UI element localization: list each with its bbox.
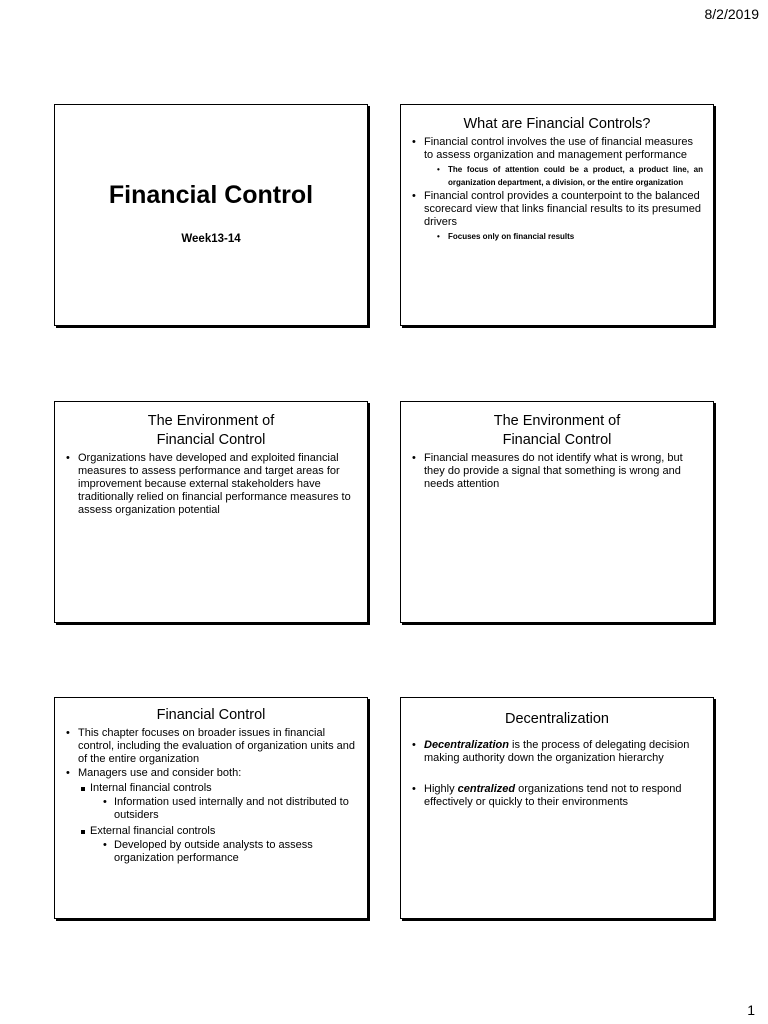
list-item (411, 190, 703, 244)
slide-6 (400, 697, 714, 919)
bullet-text: organizations tend not to respond effectively or quickly to their environments (424, 783, 682, 808)
slide-title: Financial Control (108, 181, 314, 209)
page-number: 1 (747, 1002, 755, 1018)
bullet-text: is the process of delegating decision making authority down the organization hierarchy (424, 739, 690, 764)
slide-2 (400, 104, 714, 326)
slide-title: The Environment of Financial Control (147, 413, 275, 448)
sub-list-item: • Focuses only on financial results (437, 231, 703, 244)
sub-sub-list-item: • Developed by outside analysts to assess organization performance (102, 839, 357, 865)
list-item: • Organizations have developed and exploited financial measures to assess performance and target areas for improvement because external stakeholders have traditionally relied on financial performance measures to assess organization potential (65, 452, 357, 517)
bullet-list (401, 134, 713, 244)
bullet-list (55, 450, 367, 517)
emphasized-term: centralized (457, 783, 516, 795)
list-item (411, 783, 703, 809)
slide-subtitle: Week13-14 (181, 233, 241, 245)
bullet-list (401, 729, 713, 809)
sub-bullet-text: Internal financial controls (90, 782, 212, 794)
slide-3 (54, 401, 368, 623)
slide-5 (54, 697, 368, 919)
bullet-text-prefix: Highly (424, 783, 458, 795)
emphasized-term: Decentralization (424, 739, 509, 751)
sub-bullet-list (78, 781, 357, 865)
sub-list-item (80, 824, 357, 865)
slide-title: What are Financial Controls? (463, 116, 651, 132)
sub-bullet-list (424, 231, 703, 244)
sub-list-item: • The focus of attention could be a product, a product line, an organization department, a division, or the entire organization (437, 164, 703, 189)
bullet-text: Financial control provides a counterpoint to the balanced scorecard view that links financial results to its presumed drivers (424, 190, 701, 228)
slide-title: The Environment of Financial Control (493, 413, 621, 448)
bullet-text: Managers use and consider both: (78, 767, 242, 779)
list-item: • Financial measures do not identify what is wrong, but they do provide a signal that something is wrong and needs attention (411, 452, 703, 491)
sub-bullet-text: External financial controls (90, 825, 216, 837)
sub-sub-bullet-list (90, 796, 357, 822)
slide-4 (400, 401, 714, 623)
list-item (411, 739, 703, 765)
sub-sub-list-item: • Information used internally and not distributed to outsiders (102, 796, 357, 822)
slide-title: Decentralization (505, 711, 609, 727)
sub-bullet-list (424, 164, 703, 189)
list-item: • This chapter focuses on broader issues in financial control, including the evaluation of organization units and of the entire organization (65, 727, 357, 766)
sub-list-item (80, 781, 357, 822)
bullet-list (401, 450, 713, 491)
sub-sub-bullet-list (90, 839, 357, 865)
page-date: 8/2/2019 (704, 6, 759, 22)
list-item (65, 767, 357, 865)
list-item (411, 136, 703, 189)
slide-1 (54, 104, 368, 326)
bullet-list (55, 725, 367, 865)
bullet-text: Financial control involves the use of financial measures to assess organization and management performance (424, 136, 694, 161)
slide-title: Financial Control (156, 707, 266, 723)
